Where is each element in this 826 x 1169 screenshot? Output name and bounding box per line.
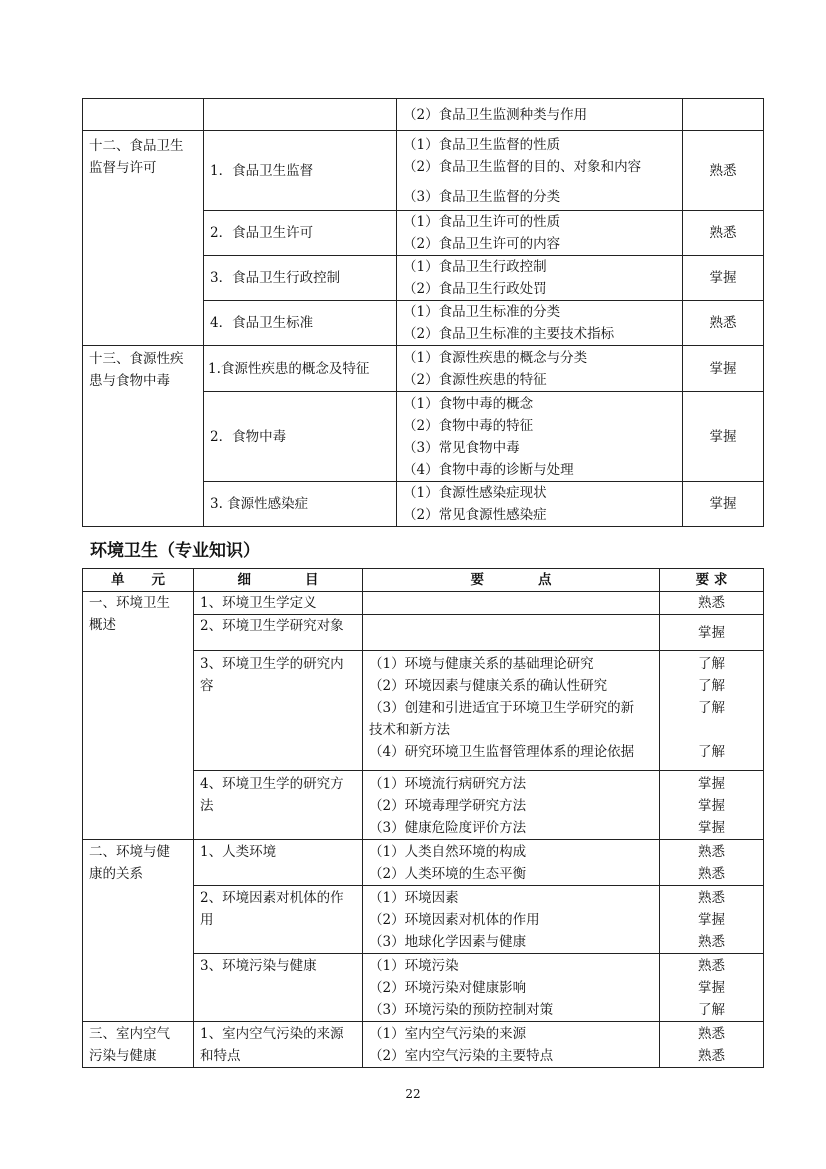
table-row — [83, 840, 764, 886]
points-cell: （1）食源性疾患的概念与分类 （2）食源性疾患的特征 — [397, 346, 683, 392]
requirement-cell: 了解 了解 了解 了解 — [660, 651, 764, 771]
table-row — [83, 346, 764, 392]
detail-cell: 2．食物中毒 — [204, 392, 397, 482]
detail-cell: 1、环境卫生学定义 — [194, 592, 363, 615]
detail-cell: 3、环境污染与健康 — [194, 954, 363, 1022]
detail-cell: 1、人类环境 — [194, 840, 363, 886]
points-cell: （1）食品卫生监督的性质 （2）食品卫生监督的目的、对象和内容 （3）食品卫生监督的分类 — [397, 131, 683, 211]
points-cell: （1）食品卫生标准的分类 （2）食品卫生标准的主要技术指标 — [397, 301, 683, 346]
unit-title: 三、室内空气 污染与健康 — [83, 1022, 194, 1068]
detail-cell — [204, 99, 397, 131]
unit-title: 十三、食源性疾 患与食物中毒 — [83, 346, 204, 527]
requirement-cell: 熟悉 掌握 熟悉 — [660, 886, 764, 954]
points-cell: （1）环境污染 （2）环境污染对健康影响 （3）环境污染的预防控制对策 — [363, 954, 660, 1022]
detail-cell: 3．食品卫生行政控制 — [204, 256, 397, 301]
page-number: 22 — [405, 1087, 421, 1101]
unit-cell — [83, 99, 204, 131]
table-row — [83, 1022, 764, 1068]
detail-cell: 3. 食源性感染症 — [204, 482, 397, 527]
requirement-cell: 掌握 — [683, 346, 764, 392]
points-cell: （1）环境与健康关系的基础理论研究 （2）环境因素与健康关系的确认性研究 （3）创建和引进适宜于环境卫生学研究的新 技术和新方法 （4）研究环境卫生监督管理体系的理论依据 — [363, 651, 660, 771]
requirement-cell: 熟悉 掌握 了解 — [660, 954, 764, 1022]
requirement-cell: 掌握 — [660, 615, 764, 651]
detail-cell: 2、环境卫生学研究对象 — [194, 615, 363, 651]
points-cell: （1）食品卫生许可的性质 （2）食品卫生许可的内容 — [397, 211, 683, 256]
points-cell: （1）食物中毒的概念 （2）食物中毒的特征 （3）常见食物中毒 （4）食物中毒的诊断与处理 — [397, 392, 683, 482]
table-row — [83, 131, 764, 211]
detail-cell: 1.食源性疾患的概念及特征 — [204, 346, 397, 392]
section-title: 环境卫生（专业知识） — [90, 541, 260, 561]
table-row — [83, 592, 764, 615]
detail-cell: 2．食品卫生许可 — [204, 211, 397, 256]
environmental-hygiene-table — [82, 568, 764, 1068]
points-cell: （1）室内空气污染的来源 （2）室内空气污染的主要特点 — [363, 1022, 660, 1068]
detail-cell: 3、环境卫生学的研究内 容 — [194, 651, 363, 771]
points-cell: （1）人类自然环境的构成 （2）人类环境的生态平衡 — [363, 840, 660, 886]
requirement-cell: 掌握 — [683, 256, 764, 301]
detail-cell: 4．食品卫生标准 — [204, 301, 397, 346]
table-header-row — [83, 569, 764, 592]
food-hygiene-table — [82, 98, 764, 527]
points-cell: （1）食品卫生行政控制 （2）食品卫生行政处罚 — [397, 256, 683, 301]
header-points: 要 点 — [363, 569, 660, 592]
points-cell: （1）环境流行病研究方法 （2）环境毒理学研究方法 （3）健康危险度评价方法 — [363, 771, 660, 840]
unit-title: 一、环境卫生 概述 — [83, 592, 194, 840]
unit-title: 二、环境与健 康的关系 — [83, 840, 194, 1022]
header-requirement: 要 求 — [660, 569, 764, 592]
requirement-cell: 掌握 — [683, 482, 764, 527]
requirement-cell: 掌握 掌握 掌握 — [660, 771, 764, 840]
unit-title: 十二、食品卫生 监督与许可 — [83, 131, 204, 346]
detail-cell: 1、室内空气污染的来源 和特点 — [194, 1022, 363, 1068]
header-detail: 细 目 — [194, 569, 363, 592]
detail-cell: 1．食品卫生监督 — [204, 131, 397, 211]
points-cell: （1）环境因素 （2）环境因素对机体的作用 （3）地球化学因素与健康 — [363, 886, 660, 954]
points-cell — [363, 615, 660, 651]
requirement-cell: 掌握 — [683, 392, 764, 482]
header-unit: 单 元 — [83, 569, 194, 592]
detail-cell: 2、环境因素对机体的作 用 — [194, 886, 363, 954]
requirement-cell: 熟悉 — [683, 131, 764, 211]
table-row — [83, 99, 764, 131]
requirement-cell: 熟悉 — [683, 301, 764, 346]
points-cell — [363, 592, 660, 615]
requirement-cell: 熟悉 — [660, 592, 764, 615]
requirement-cell: 熟悉 熟悉 — [660, 840, 764, 886]
points-cell: （1）食源性感染症现状 （2）常见食源性感染症 — [397, 482, 683, 527]
requirement-cell: 熟悉 熟悉 — [660, 1022, 764, 1068]
detail-cell: 4、环境卫生学的研究方 法 — [194, 771, 363, 840]
points-cell: （2）食品卫生监测种类与作用 — [397, 99, 683, 131]
requirement-cell — [683, 99, 764, 131]
requirement-cell: 熟悉 — [683, 211, 764, 256]
